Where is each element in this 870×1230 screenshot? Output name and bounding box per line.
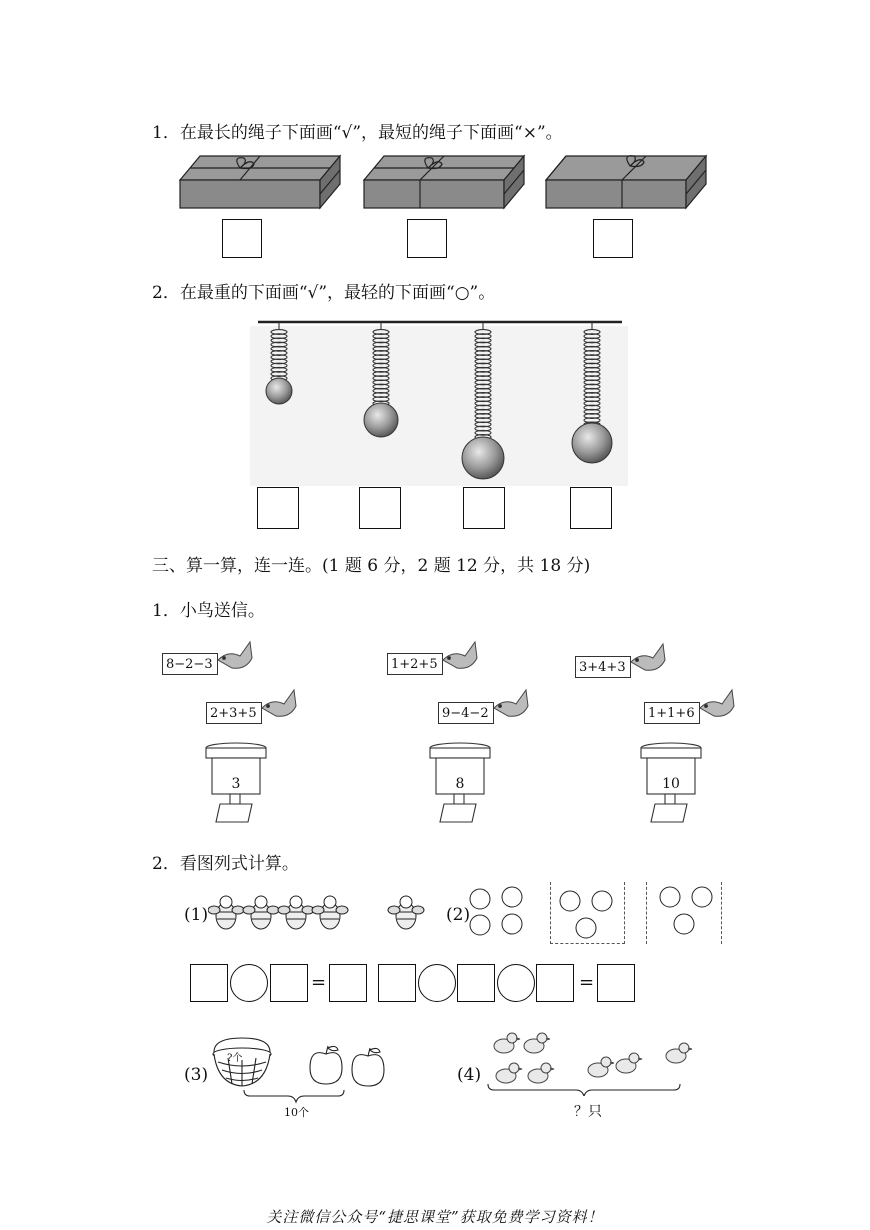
ball-2 <box>364 403 398 437</box>
total-apples-label: 10个 <box>284 1106 309 1119</box>
footer-note: 关注微信公众号“捷思课堂”获取免费学习资料！ <box>266 1208 604 1226</box>
mailbox-number-2[interactable]: 8 <box>455 776 465 792</box>
part-label-2: (2) <box>446 905 471 925</box>
eq2-operator-circle-1[interactable] <box>418 964 456 1002</box>
bird-card-4[interactable]: 9−4−2 <box>438 702 494 724</box>
gift-box-2 <box>364 156 524 208</box>
bees-illustration <box>208 890 428 938</box>
bird-icon <box>631 644 665 670</box>
part-label-3: (3) <box>184 1065 209 1085</box>
question-weight: 2．在最重的下面画“√”，最轻的下面画“○”。 <box>152 283 496 303</box>
bird-card-1[interactable]: 8−2−3 <box>162 653 218 675</box>
bee-icon <box>243 896 279 929</box>
chick-icon <box>524 1033 550 1053</box>
eq2-equals: = <box>579 972 595 993</box>
chick-icon <box>666 1043 692 1063</box>
mailbox-number-3[interactable]: 10 <box>662 776 680 792</box>
eq2-box-3[interactable] <box>536 964 574 1002</box>
basket-label: ?个 <box>227 1053 243 1064</box>
bird-icon <box>494 690 528 716</box>
ball-3 <box>462 437 504 479</box>
answer-box-rope-1[interactable] <box>222 219 262 258</box>
apple-icon <box>310 1046 342 1084</box>
bee-icon <box>388 896 424 929</box>
gift-boxes-illustration <box>176 152 736 214</box>
answer-box-rope-2[interactable] <box>407 219 447 258</box>
apple-icon <box>352 1048 384 1086</box>
gift-box-1 <box>180 156 340 208</box>
part-label-1: (1) <box>184 905 209 925</box>
chicks-total-label: ？只 <box>574 1104 602 1120</box>
chick-icon <box>528 1063 554 1083</box>
bird-icon <box>218 642 252 668</box>
bird-icon <box>443 642 477 668</box>
eq1-box-2[interactable] <box>270 964 308 1002</box>
bird-card-2[interactable]: 2+3+5 <box>206 702 262 724</box>
question-picture-equation: 2．看图列式计算。 <box>152 854 299 874</box>
dashed-group-2 <box>646 882 722 944</box>
chick-icon <box>588 1057 614 1077</box>
dashed-group-1 <box>550 882 625 944</box>
gift-box-3 <box>546 156 706 208</box>
bee-icon <box>208 896 244 929</box>
question-rope: 1．在最长的绳子下面画“√”，最短的绳子下面画“×”。 <box>152 123 563 143</box>
eq1-result-box[interactable] <box>329 964 367 1002</box>
eq2-box-2[interactable] <box>457 964 495 1002</box>
chick-icon <box>616 1053 642 1073</box>
eq1-equals: = <box>311 972 327 993</box>
chick-icon <box>496 1063 522 1083</box>
bird-icon <box>700 690 734 716</box>
birds-illustration <box>0 630 870 730</box>
eq2-box-1[interactable] <box>378 964 416 1002</box>
answer-box-weight-2[interactable] <box>359 487 401 529</box>
eq2-result-box[interactable] <box>597 964 635 1002</box>
eq1-operator-circle[interactable] <box>230 964 268 1002</box>
answer-box-weight-4[interactable] <box>570 487 612 529</box>
brace-apples <box>244 1090 344 1102</box>
question-birds: 1．小鸟送信。 <box>152 601 265 621</box>
bee-icon <box>278 896 314 929</box>
answer-box-rope-3[interactable] <box>593 219 633 258</box>
mailbox-number-1[interactable]: 3 <box>231 776 241 792</box>
eq1-box-1[interactable] <box>190 964 228 1002</box>
bird-icon <box>262 690 296 716</box>
bee-icon <box>312 896 348 929</box>
section-heading: 三、算一算，连一连。(1 题 6 分，2 题 12 分，共 18 分) <box>152 556 591 576</box>
bird-card-5[interactable]: 3+4+3 <box>575 656 631 678</box>
ball-4 <box>572 423 612 463</box>
part-label-4: (4) <box>457 1065 482 1085</box>
spring-scales-illustration <box>250 316 630 486</box>
eq2-operator-circle-2[interactable] <box>497 964 535 1002</box>
chick-icon <box>494 1033 520 1053</box>
chicks-illustration <box>480 1026 695 1096</box>
bird-card-6[interactable]: 1+1+6 <box>644 702 700 724</box>
answer-box-weight-1[interactable] <box>257 487 299 529</box>
bird-card-3[interactable]: 1+2+5 <box>387 653 443 675</box>
brace-chicks <box>488 1084 680 1096</box>
answer-box-weight-3[interactable] <box>463 487 505 529</box>
ball-1 <box>266 378 292 404</box>
